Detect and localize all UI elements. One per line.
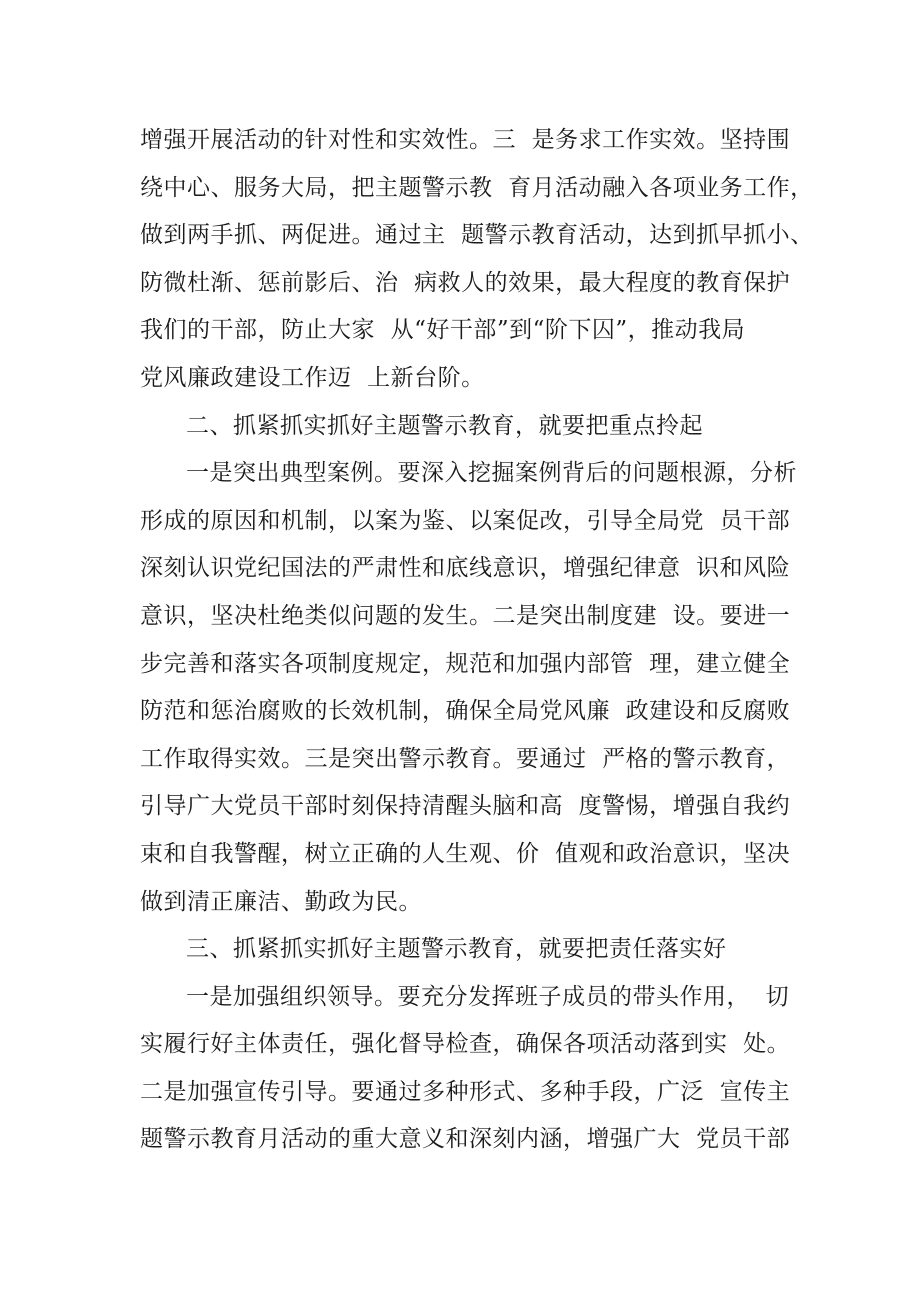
paragraph-start: 一是突出典型案例。要深入挖掘案例背后的问题根源，分析 <box>186 460 797 487</box>
text-line: 做到两手抓、两促进。通过主 题警示教育活动，达到抓早抓小、 <box>140 222 814 249</box>
text-line: 防微杜渐、惩前影后、治 病救人的效果，最大程度的教育保护 <box>140 269 791 296</box>
text-line: 二是加强宣传引导。要通过多种形式、多种手段，广泛 宣传主 <box>140 1078 791 1105</box>
section-heading-2: 二、抓紧抓实抓好主题警示教育，就要把重点拎起 <box>186 412 703 439</box>
document-body <box>140 117 814 1164</box>
text-line: 实履行好主体责任，强化督导检查，确保各项活动落到实 处。 <box>140 1031 791 1058</box>
section-heading-3: 三、抓紧抓实抓好主题警示教育，就要把责任落实好 <box>186 936 727 963</box>
text-line: 我们的干部，防止大家 从“好干部”到“阶下囚”，推动我局 <box>140 317 746 344</box>
text-line: 束和自我警醒，树立正确的人生观、价 值观和政治意识，坚决 <box>140 840 791 867</box>
text-line: 做到清正廉洁、勤政为民。 <box>140 888 422 915</box>
text-line: 题警示教育月活动的重大意义和深刻内涵，增强广大 党员干部 <box>140 1126 791 1153</box>
text-line: 绕中心、服务大局，把主题警示教 育月活动融入各项业务工作， <box>140 174 814 201</box>
text-line: 深刻认识党纪国法的严肃性和底线意识，增强纪律意 识和风险 <box>140 555 791 582</box>
text-line: 增强开展活动的针对性和实效性。三 是务求工作实效。坚持围 <box>140 127 791 153</box>
text-line: 工作取得实效。三是突出警示教育。要通过 严格的警示教育， <box>140 745 791 772</box>
text-line: 步完善和落实各项制度规定，规范和加强内部管 理，建立健全 <box>140 650 791 677</box>
paragraph-start: 一是加强组织领导。要充分发挥班子成员的带头作用， 切 <box>186 983 790 1010</box>
text-line: 形成的原因和机制，以案为鉴、以案促改，引导全局党 员干部 <box>140 507 791 534</box>
text-line: 引导广大党员干部时刻保持清醒头脑和高 度警惕，增强自我约 <box>140 793 791 820</box>
text-line: 意识，坚决杜绝类似问题的发生。二是突出制度建 设。要进一 <box>140 602 791 629</box>
text-line: 防范和惩治腐败的长效机制，确保全局党风廉 政建设和反腐败 <box>140 698 791 725</box>
text-line: 党风廉政建设工作迈 上新台阶。 <box>140 364 485 391</box>
